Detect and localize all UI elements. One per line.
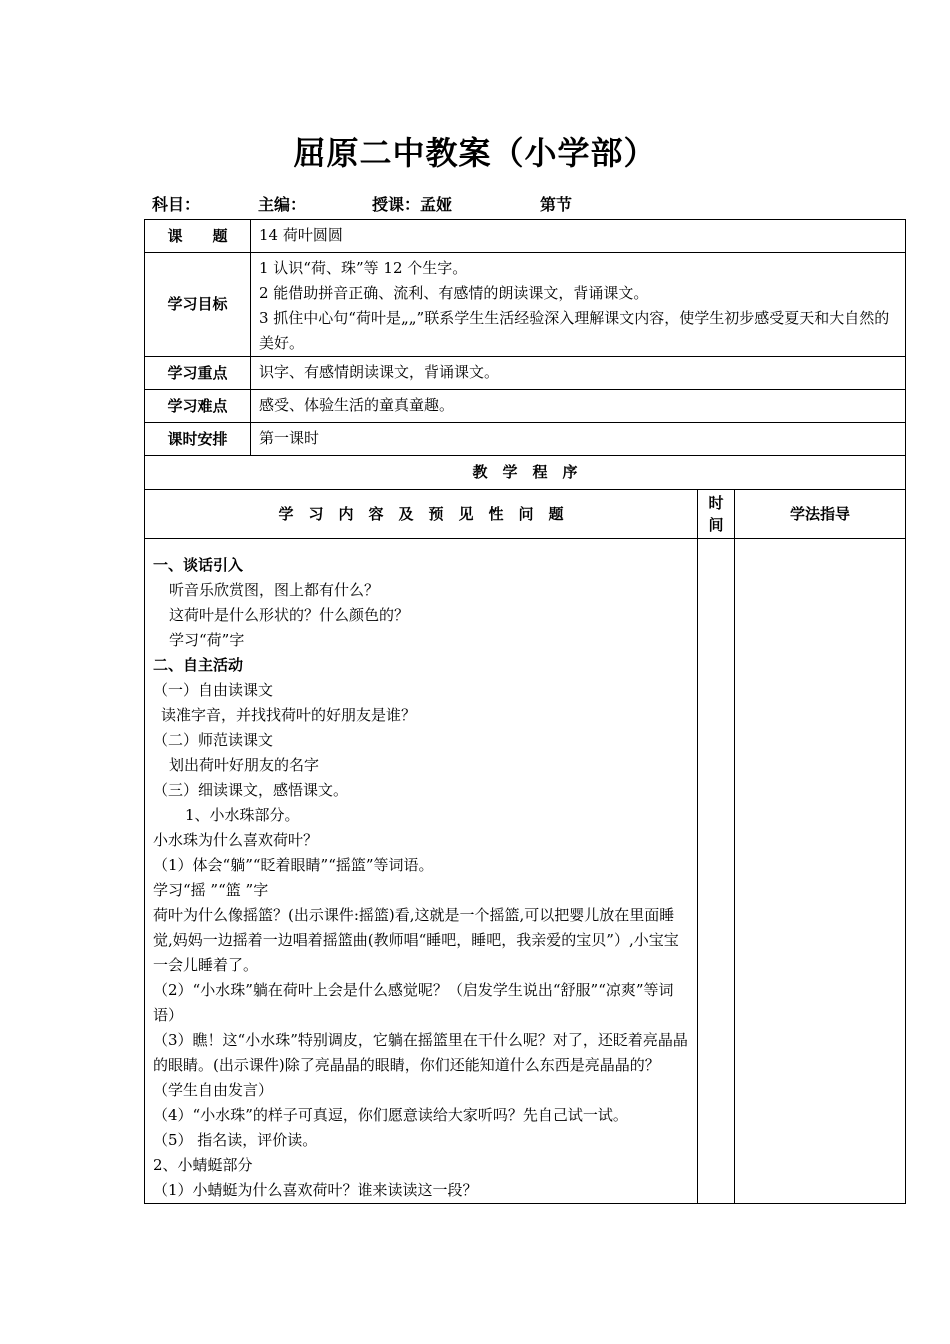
focus-value: 识字、有感情朗读课文，背诵课文。 (251, 357, 906, 390)
section-heading: 二、自主活动 (153, 656, 244, 674)
topic-row (145, 220, 906, 253)
content-line: （3）瞧！这“小水珠”特别调皮，它躺在摇篮里在干什么呢？对了，还眨着亮晶晶的眼睛。(出示课件)除了亮晶晶的眼睛，你们还能知道什么东西是亮晶晶的？（学生自由发言） (153, 1031, 688, 1099)
content-line: （一）自由读课文 (153, 681, 274, 699)
content-line: 听音乐欣赏图，图上都有什么？ (169, 581, 380, 599)
goal-item: 2 能借助拼音正确、流利、有感情的朗读课文，背诵课文。 (259, 284, 649, 302)
focus-row (145, 357, 906, 390)
guide-column-header: 学法指导 (735, 490, 906, 539)
lesson-plan-table (144, 219, 906, 1204)
page-title: 屈原二中教案（小学部） (293, 134, 657, 172)
content-column-header: 学 习 内 容 及 预 见 性 问 题 (145, 490, 698, 539)
content-line: 读准字音，并找找荷叶的好朋友是谁？ (161, 706, 417, 724)
content-line: （2）“小水珠”躺在荷叶上会是什么感觉呢？（启发学生说出“舒服”“凉爽”等词语） (153, 981, 674, 1024)
time-column-header: 时间 (698, 490, 735, 539)
schedule-row (145, 423, 906, 456)
content-line: 荷叶为什么像摇篮？(出示课件:摇篮)看,这就是一个摇篮,可以把婴儿放在里面睡觉,妈妈一边摇着一边唱着摇篮曲(教师唱“睡吧，睡吧，我亲爱的宝贝”）,小宝宝一会儿睡着了。 (153, 906, 679, 974)
editor-label: 主编： (258, 195, 307, 214)
content-line: 划出荷叶好朋友的名字 (169, 756, 320, 774)
content-line: 这荷叶是什么形状的？什么颜色的？ (169, 606, 410, 624)
content-line: （4）“小水珠”的样子可真逗，你们愿意读给大家听吗？先自己试一试。 (153, 1106, 628, 1124)
time-cell (698, 539, 735, 1204)
content-line: 学习“摇 ”“篮 ”字 (153, 881, 269, 899)
content-line: 小水珠为什么喜欢荷叶？ (153, 831, 319, 849)
content-line: （三）细读课文，感悟课文。 (153, 781, 349, 799)
subject-label: 科目： (152, 195, 201, 214)
content-line: （5） 指名读，评价读。 (153, 1131, 318, 1149)
focus-label: 学习重点 (145, 357, 251, 390)
schedule-value: 第一课时 (251, 423, 906, 456)
procedure-body-row (145, 539, 906, 1204)
goals-value (251, 253, 906, 357)
content-line: 2、小蜻蜓部分 (153, 1156, 253, 1174)
topic-value: 14 荷叶圆圆 (251, 220, 906, 253)
content-line: 1、小水珠部分。 (185, 806, 300, 824)
section-label: 第节 (540, 195, 573, 214)
schedule-label: 课时安排 (145, 423, 251, 456)
goal-item: 1 认识“荷、珠”等 12 个生字。 (259, 259, 468, 277)
content-cell (145, 539, 698, 1204)
difficulty-row (145, 390, 906, 423)
topic-label: 课 题 (145, 220, 251, 253)
goal-item: 3 抓住中心句“荷叶是„„”联系学生生活经验深入理解课文内容，使学生初步感受夏天和大自然的美好。 (259, 309, 890, 352)
procedure-heading-row (145, 456, 906, 490)
goals-row (145, 253, 906, 357)
section-heading: 一、谈话引入 (153, 556, 244, 574)
content-line: （1）体会“躺”“眨着眼睛”“摇篮”等词语。 (153, 856, 434, 874)
procedure-heading: 教 学 程 序 (145, 456, 906, 490)
difficulty-value: 感受、体验生活的童真童趣。 (251, 390, 906, 423)
content-line: （二）师范读课文 (153, 731, 274, 749)
teacher-label: 授课：孟娅 (372, 195, 453, 214)
difficulty-label: 学习难点 (145, 390, 251, 423)
procedure-columns-row (145, 490, 906, 539)
content-line: （1）小蜻蜓为什么喜欢荷叶？谁来读读这一段？ (153, 1181, 478, 1199)
goals-label: 学习目标 (145, 253, 251, 357)
guide-cell (735, 539, 906, 1204)
content-line: 学习“荷”字 (169, 631, 245, 649)
